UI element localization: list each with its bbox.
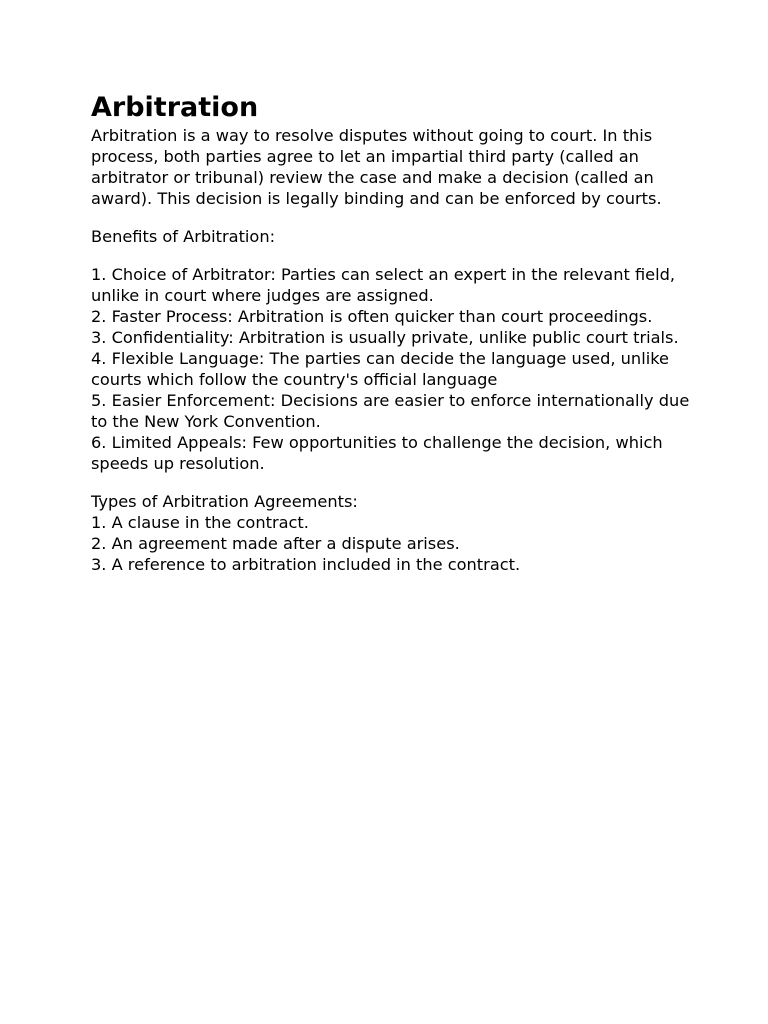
benefit-item: 1. Choice of Arbitrator: Parties can select an expert in the relevant field, unlike in court where judges are assigned.: [91, 265, 676, 305]
type-item: 3. A reference to arbitration included in the contract.: [91, 555, 521, 574]
types-heading: Types of Arbitration Agreements:: [91, 492, 358, 511]
spacer: [91, 474, 691, 491]
document-page: [91, 91, 691, 575]
spacer: [91, 209, 691, 226]
benefit-item: 6. Limited Appeals: Few opportunities to challenge the decision, which speeds up resolution.: [91, 433, 663, 473]
intro-paragraph: Arbitration is a way to resolve disputes without going to court. In this process, both parties agree to let an impartial third party (called an arbitrator or tribunal) review the case and make a decision (called an award). This decision is legally binding and can be enforced by courts.: [91, 126, 662, 208]
benefit-item: 4. Flexible Language: The parties can decide the language used, unlike courts which follow the country's official language: [91, 349, 669, 389]
benefit-item: 3. Confidentiality: Arbitration is usually private, unlike public court trials.: [91, 328, 679, 347]
benefits-heading: Benefits of Arbitration:: [91, 227, 276, 246]
type-item: 2. An agreement made after a dispute arises.: [91, 534, 460, 553]
types-list: [91, 512, 691, 575]
type-item: 1. A clause in the contract.: [91, 513, 309, 532]
document-title: Arbitration: [91, 92, 259, 123]
benefits-list: [91, 264, 691, 474]
benefit-item: 2. Faster Process: Arbitration is often quicker than court proceedings.: [91, 307, 653, 326]
spacer: [91, 247, 691, 264]
benefit-item: 5. Easier Enforcement: Decisions are easier to enforce internationally due to the New York Convention.: [91, 391, 690, 431]
